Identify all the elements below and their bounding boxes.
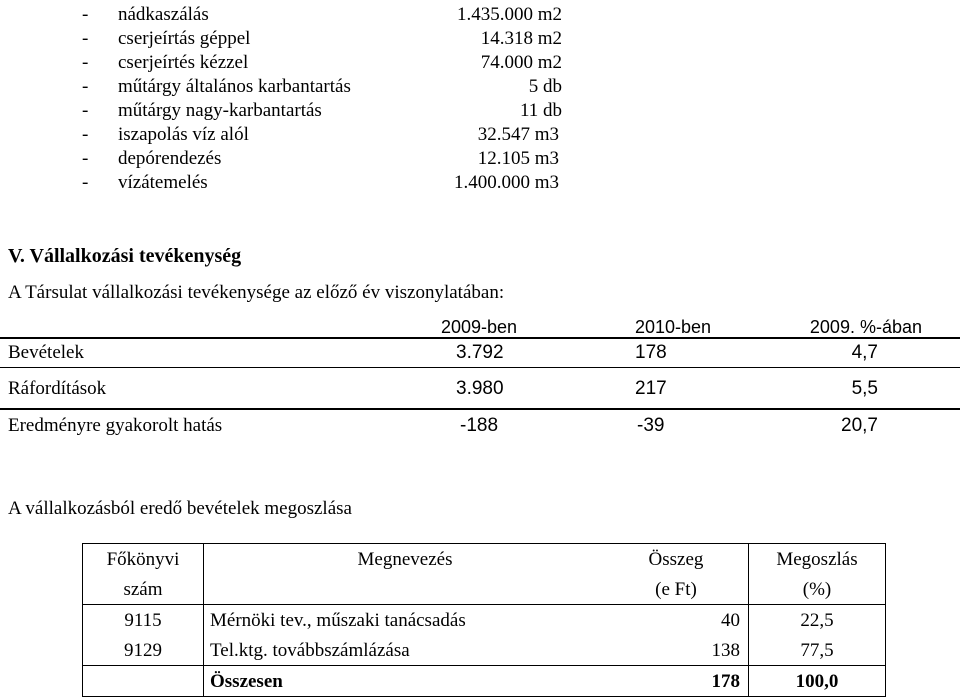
total-row (83, 666, 886, 697)
list-item-name: műtárgy nagy-karbantartás (118, 100, 322, 121)
total-divider (0, 408, 960, 410)
header-sum: Összeg (606, 544, 749, 575)
list-item-name: cserjeírtás géppel (118, 28, 251, 49)
cell-2009: 3.792 (456, 342, 504, 363)
total-label: Összesen (204, 666, 607, 697)
list-dash: - (82, 76, 89, 97)
list-item-qty: 5 db (528, 76, 562, 97)
cell-2010: 217 (635, 378, 667, 399)
table-row (83, 605, 886, 636)
row-label: Bevételek (8, 342, 84, 363)
header-code: Főkönyvi (83, 544, 204, 575)
list-dash: - (82, 4, 89, 25)
list-item-qty: 1.435.000 m2 (456, 4, 562, 25)
total-pct: 100,0 (749, 666, 886, 697)
list-item-name: depórendezés (118, 148, 222, 169)
list-item-qty: 11 db (519, 100, 562, 121)
section-intro: A Társulat vállalkozási tevékenysége az előző év viszonylatában: (8, 282, 505, 303)
cell-2009: 3.980 (456, 378, 504, 399)
table-header-row (83, 574, 886, 605)
list-item-name: nádkaszálás (118, 4, 209, 25)
header-name-sub (204, 574, 607, 605)
cell-pct: 22,5 (749, 605, 886, 636)
cell-sum: 40 (606, 605, 749, 636)
list-item-name: cserjeírtés kézzel (118, 52, 249, 73)
list-item-name: iszapolás víz alól (118, 124, 249, 145)
header-divider (0, 337, 960, 339)
cell-percent: 20,7 (841, 415, 878, 436)
revenue-breakdown-title: A vállalkozásból eredő bevételek megoszlása (8, 498, 352, 519)
list-item-name: műtárgy általános karbantartás (118, 76, 351, 97)
cell-2009: -188 (460, 415, 499, 436)
cell-2010: 178 (635, 342, 667, 363)
header-percent: 2009. %-ában (809, 317, 922, 337)
header-sum-sub: (e Ft) (606, 574, 749, 605)
section-heading: V. Vállalkozási tevékenység (8, 245, 242, 267)
cell-code: 9129 (83, 635, 204, 666)
header-2010: 2010-ben (635, 317, 712, 337)
header-2009: 2009-ben (441, 317, 518, 337)
header-pct-sub: (%) (749, 574, 886, 605)
revenue-breakdown-table (82, 543, 886, 697)
table-header-row (83, 544, 886, 575)
list-item-name: vízátemelés (118, 172, 208, 193)
header-pct: Megoszlás (749, 544, 886, 575)
header-code-sub: szám (83, 574, 204, 605)
cell-name: Tel.ktg. továbbszámlázása (210, 639, 410, 661)
list-item-qty: 1.400.000 m3 (453, 172, 559, 193)
list-item-qty: 14.318 m2 (480, 28, 562, 49)
total-sum: 178 (606, 666, 749, 697)
row-label: Eredményre gyakorolt hatás (8, 415, 223, 436)
row-label: Ráfordítások (8, 378, 107, 399)
list-dash: - (82, 124, 89, 145)
list-dash: - (82, 28, 89, 49)
cell-2010: -39 (637, 415, 665, 436)
cell-sum: 138 (606, 635, 749, 666)
cell-name: Mérnöki tev., műszaki tanácsadás (204, 605, 607, 636)
list-item-qty: 12.105 m3 (477, 148, 559, 169)
list-dash: - (82, 172, 89, 193)
list-dash: - (82, 148, 89, 169)
list-item-qty: 32.547 m3 (477, 124, 559, 145)
list-dash: - (82, 100, 89, 121)
row-divider (0, 367, 960, 368)
cell-code-empty (83, 666, 204, 697)
header-name: Megnevezés (204, 544, 607, 575)
cell-pct: 77,5 (749, 635, 886, 666)
list-item-qty: 74.000 m2 (480, 52, 562, 73)
list-dash: - (82, 52, 89, 73)
table-row (83, 635, 886, 666)
cell-code: 9115 (83, 605, 204, 636)
cell-percent: 4,7 (851, 342, 878, 363)
cell-percent: 5,5 (851, 378, 878, 399)
